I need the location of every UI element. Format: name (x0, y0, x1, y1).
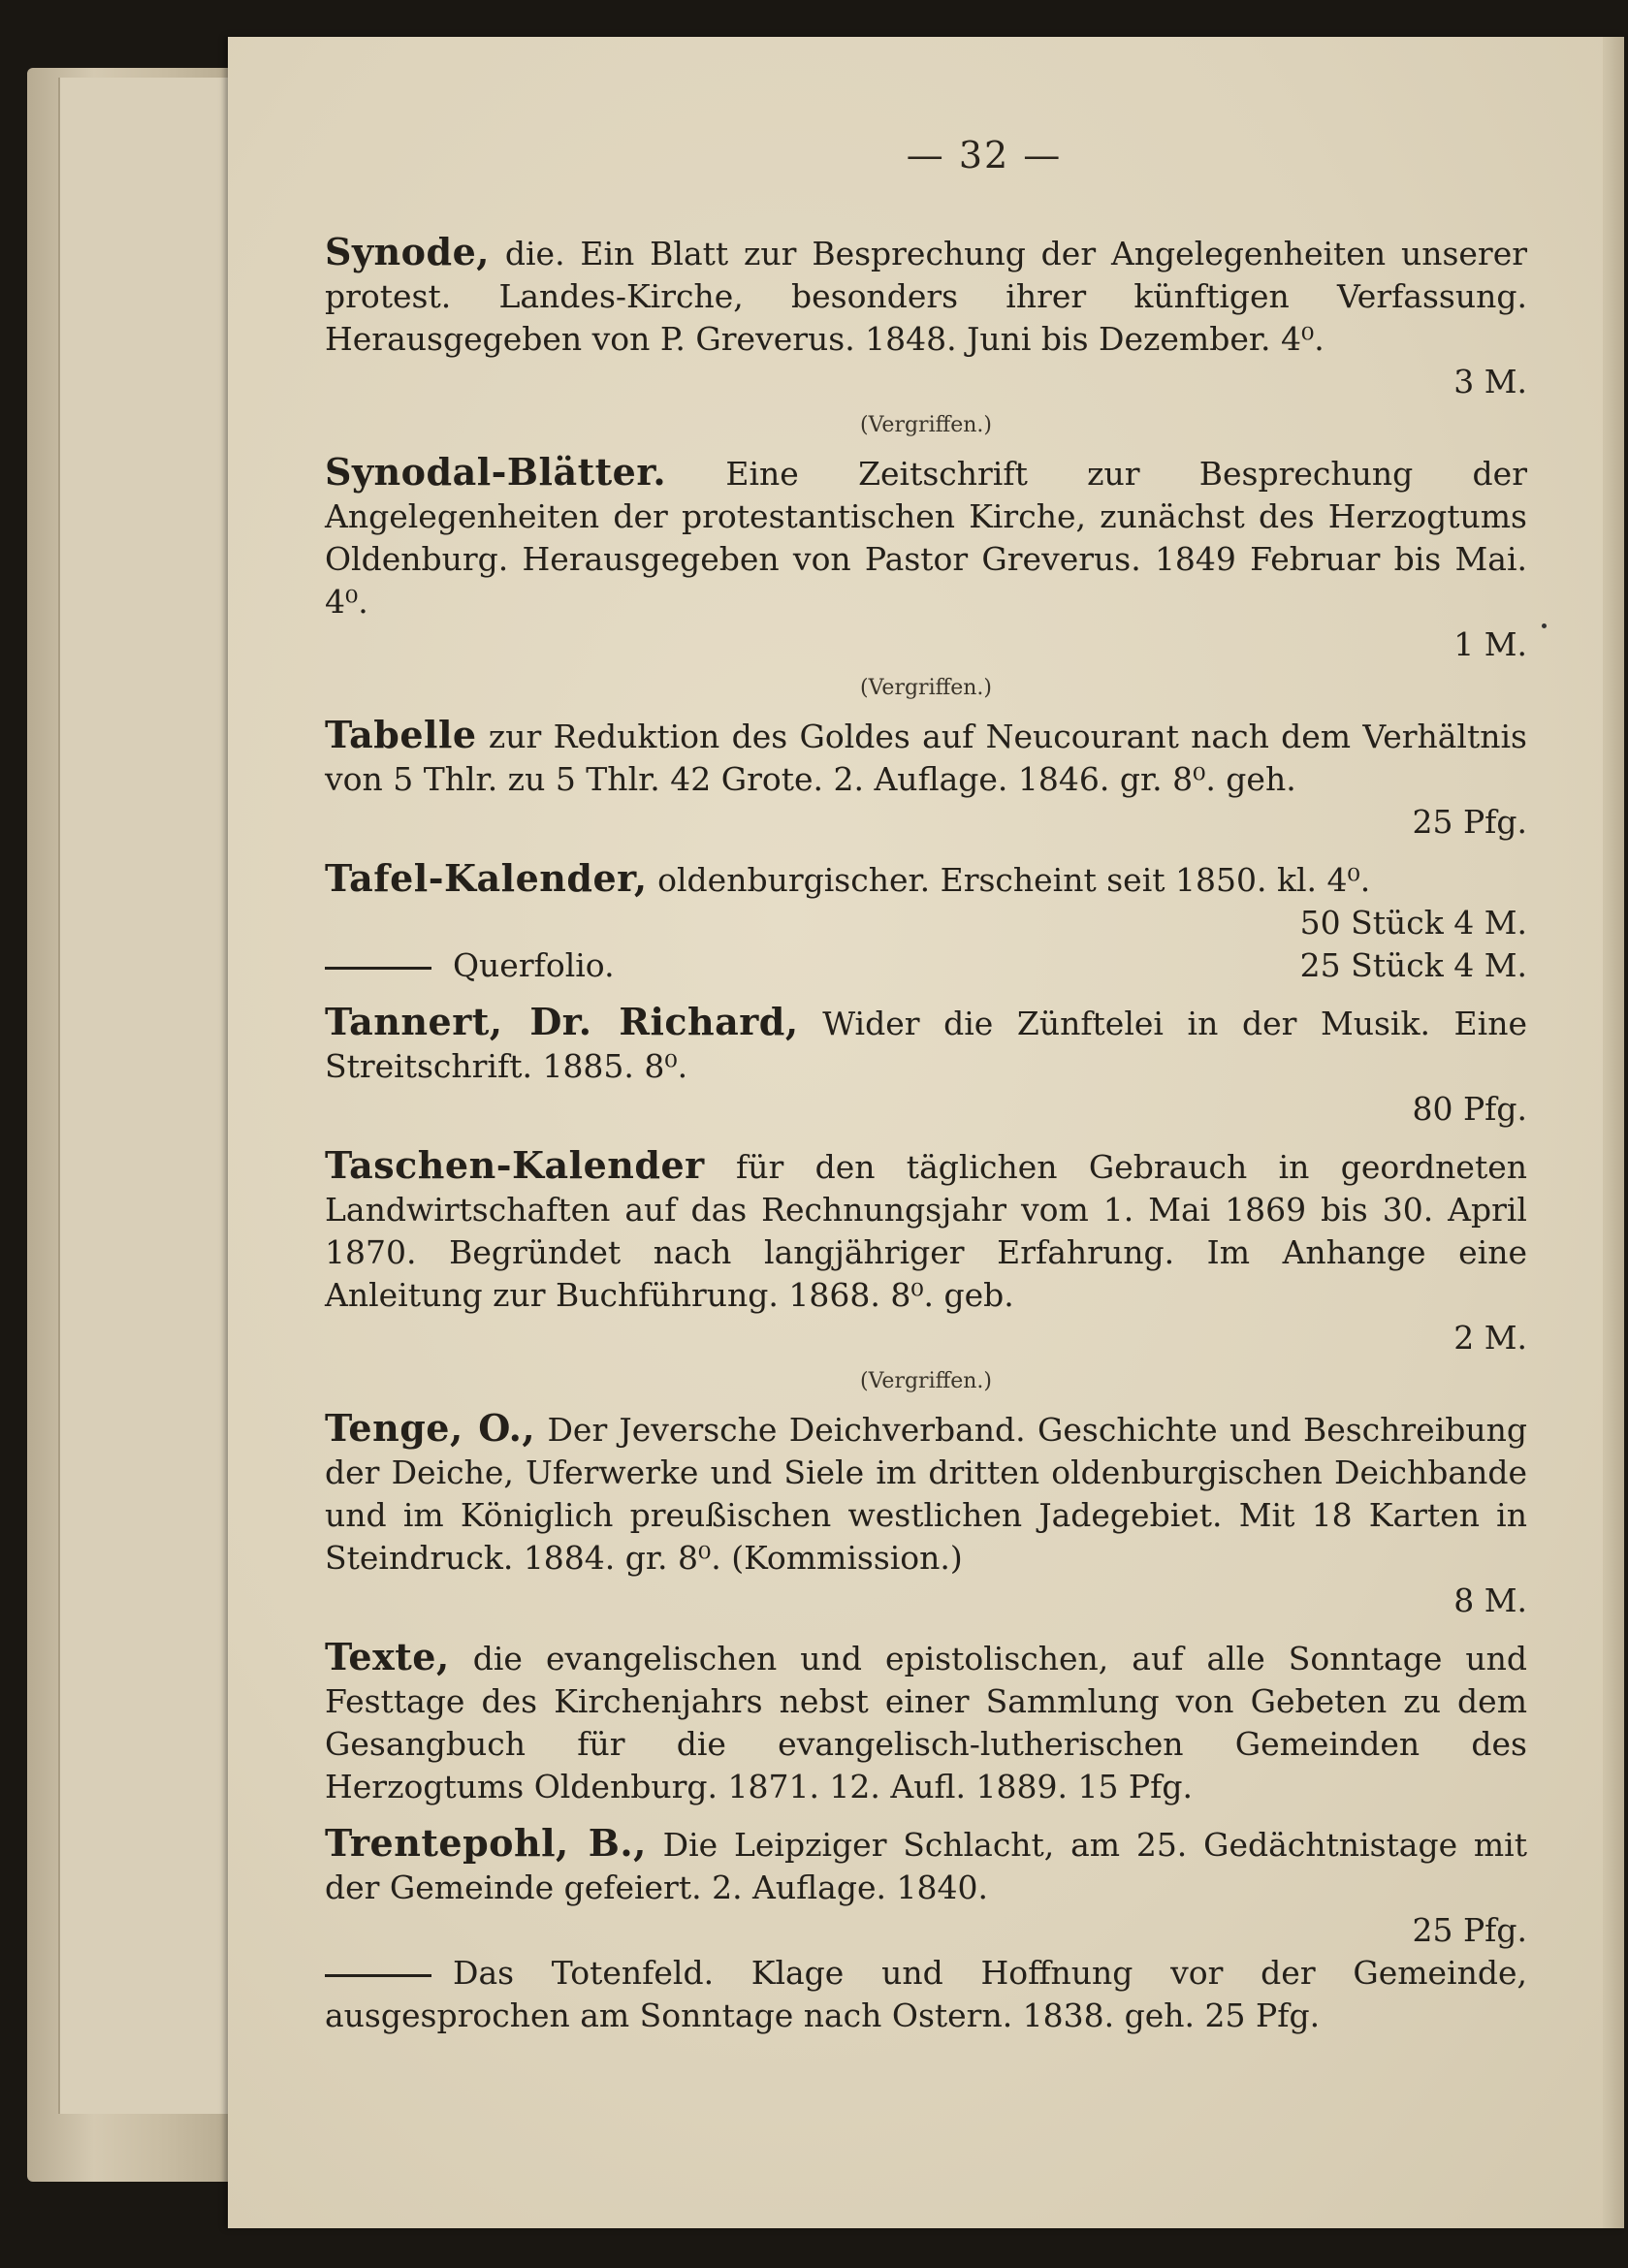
catalog-entry (325, 451, 1527, 666)
catalog-entry (325, 231, 1527, 403)
entry-variant-price: 25 Stück 4 M. (1299, 946, 1527, 984)
book-page (228, 37, 1624, 2228)
entry-note: (Vergriffen.) (859, 413, 993, 437)
entry-price: 15 Pfg. (1077, 1768, 1193, 1805)
entry-variant-price: 25 Pfg. (1204, 1996, 1321, 2034)
entry-price: 50 Stück 4 M. (1299, 904, 1527, 942)
catalog-entry (325, 857, 1527, 987)
entry-heading: Synodal-Blätter. (325, 450, 667, 494)
book-page-stack (58, 78, 254, 2114)
catalog-entry (325, 1407, 1527, 1622)
entry-variant-label (325, 944, 615, 987)
catalog-entry (325, 1144, 1527, 1359)
entry-description: die. Ein Blatt zur Besprechung der Angelegenheiten unserer protest. Landes-Kirche, besonders ihrer künftigen Verfassung. Herausgegeben von P. Greverus. 1848. Juni bis Dezember. 4⁰. (325, 235, 1527, 358)
entry-heading: Tannert, Dr. Richard, (325, 1000, 799, 1043)
entry-price: 25 Pfg. (1412, 1911, 1527, 1949)
entry-heading: Tenge, O., (325, 1406, 536, 1450)
catalog-entry (325, 714, 1527, 844)
entry-price: 80 Pfg. (1412, 1090, 1527, 1128)
entry-price: 25 Pfg. (1412, 803, 1527, 841)
catalog-entry (325, 1822, 1527, 2037)
page-edge (1603, 37, 1624, 2228)
ink-spot (1542, 623, 1547, 628)
entry-heading: Tafel-Kalender, (325, 856, 648, 900)
entry-note: (Vergriffen.) (859, 1369, 993, 1393)
entry-variant (325, 944, 1527, 987)
entry-description: für den täglichen Gebrauch in geordneten Landwirtschaften auf das Rechnungsjahr vom 1. Mai 1869 bis 30. April 1870. Begründet nach langjähriger Erfahrung. Im Anhange eine Anleitung zur Buchführung. 1868. 8⁰. geb. (325, 1148, 1527, 1314)
ditto-dash (325, 1974, 431, 1977)
entry-heading: Trentepohl, B., (325, 1821, 647, 1865)
entry-variant-text: Das Totenfeld. Klage und Hoffnung vor der Gemeinde, ausgesprochen am Sonntage nach Ostern. 1838. geh. (325, 1954, 1527, 2034)
entry-description: Der Jeversche Deichverband. Geschichte und Beschreibung der Deiche, Uferwerke und Siele im dritten oldenburgischen Deichbande und im Königlich preußischen westlichen Jadegebiet. Mit 18 Karten in Steindruck. 1884. gr. 8⁰. (Kommission.) (325, 1411, 1528, 1577)
catalog-entry (325, 1636, 1527, 1808)
entry-price: 3 M. (1453, 363, 1527, 400)
entry-price: 8 M. (1453, 1581, 1527, 1619)
catalog-entry (325, 1001, 1527, 1131)
entry-heading: Taschen-Kalender (325, 1143, 705, 1187)
entry-description: die evangelischen und epistolischen, auf alle Sonntage und Festtage des Kirchenjahrs nebst einer Sammlung von Gebeten zu dem Gesangbuch für die evangelisch-lutherischen Gemeinden des Herzogtums Oldenburg. 1871. 12. Aufl. 1889. (325, 1640, 1528, 1805)
ditto-dash (325, 967, 431, 970)
entry-description: Wider die Zünftelei in der Musik. Eine Streitschrift. 1885. 8⁰. (325, 1005, 1527, 1085)
page-number: — 32 — (906, 134, 1063, 176)
entry-heading: Tabelle (325, 713, 477, 756)
entry-heading: Texte, (325, 1635, 450, 1678)
entry-description: Eine Zeitschrift zur Besprechung der Angelegenheiten der protestantischen Kirche, zunächst des Herzogtums Oldenburg. Herausgegeben von Pastor Greverus. 1849 Februar bis Mai. 4⁰. (325, 455, 1527, 621)
entry-variant-text: Querfolio. (453, 946, 615, 984)
entry-description: Die Leipziger Schlacht, am 25. Gedächtnistage mit der Gemeinde gefeiert. 2. Auflage. 1840. (325, 1826, 1527, 1906)
entry-price: 2 M. (1453, 1319, 1527, 1357)
entry-description: oldenburgischer. Erscheint seit 1850. kl. 4⁰. (657, 861, 1371, 899)
entry-note: (Vergriffen.) (859, 676, 993, 700)
entry-price: 1 M. (1453, 625, 1527, 663)
entry-description: zur Reduktion des Goldes auf Neucourant nach dem Verhältnis von 5 Thlr. zu 5 Thlr. 42 Grote. 2. Auflage. 1846. gr. 8⁰. geh. (325, 718, 1527, 798)
catalog-entries (325, 231, 1527, 2051)
entry-variant (325, 1952, 1527, 2037)
entry-heading: Synode, (325, 230, 490, 273)
